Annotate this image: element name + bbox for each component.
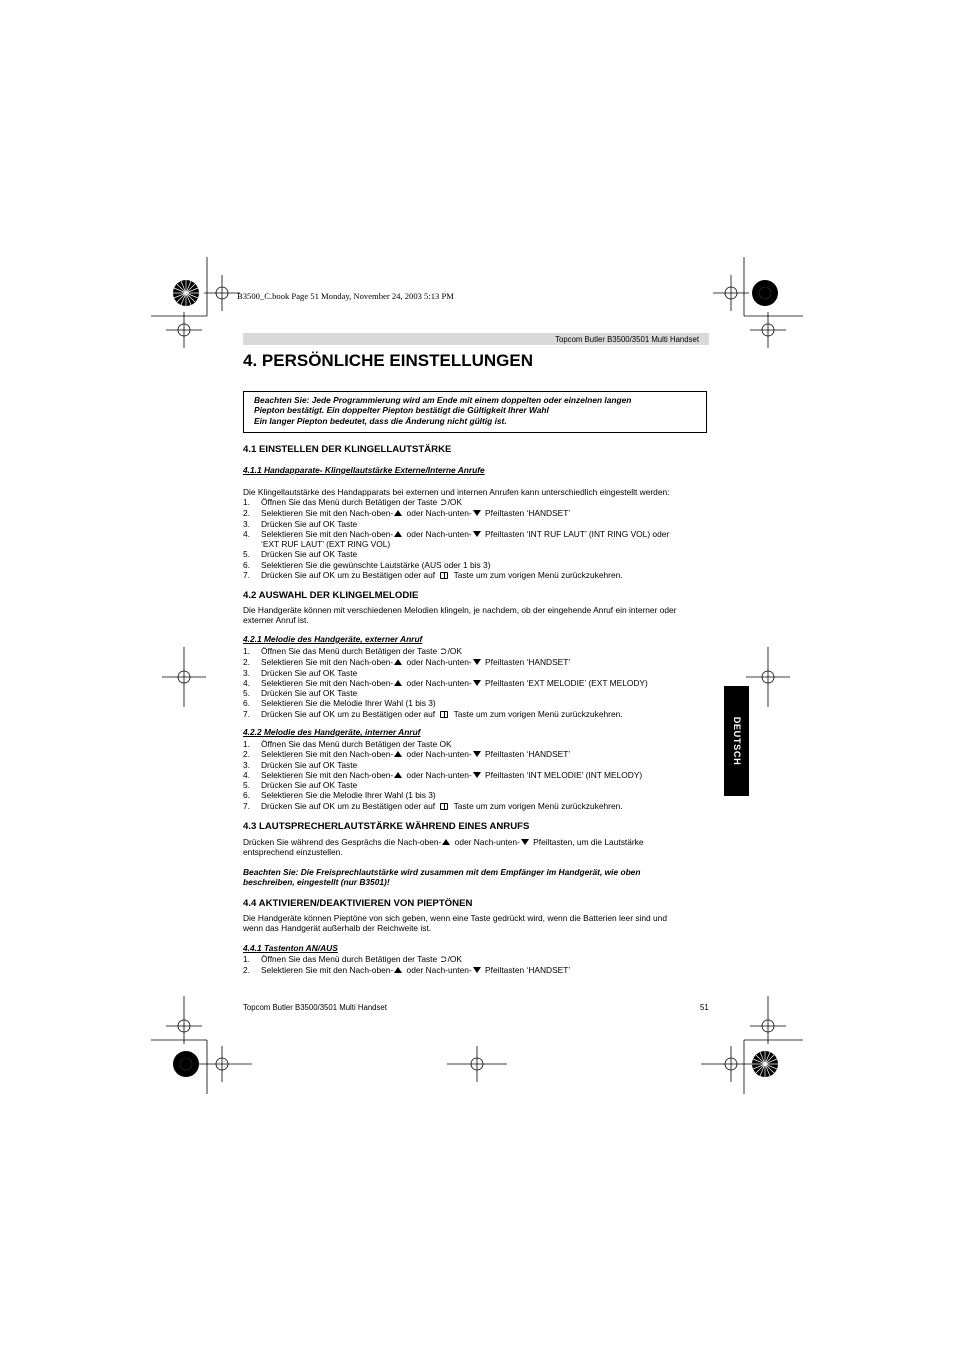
list-item: 4. Selektieren Sie mit den Nach-oben- oder Nach-unten- Pfeiltasten ‘INT MELODIE’ (INT MELODY) (243, 769, 643, 780)
menu-key-icon: ⮊ (440, 498, 447, 507)
list-item: 7. Drücken Sie auf OK um zu Bestätigen oder auf Taste um zum vorigen Menü zurückzukehren. (243, 708, 623, 719)
down-arrow-icon (473, 680, 481, 686)
phonebook-icon (440, 711, 448, 718)
section-heading-4-2: 4.2 AUSWAHL DER KLINGELMELODIE (243, 590, 419, 601)
steps-list (243, 739, 713, 811)
list-item: 5. Drücken Sie auf OK Taste (243, 780, 358, 791)
list-item: 5. Drücken Sie auf OK Taste (243, 688, 358, 699)
list-item: 3. Drücken Sie auf OK Taste (243, 518, 358, 529)
page-number: 51 (700, 1003, 709, 1012)
down-arrow-icon (473, 967, 481, 973)
up-arrow-icon (394, 751, 402, 757)
list-item: 6. Selektieren Sie die Melodie Ihrer Wahl (1 bis 3) (243, 790, 436, 801)
crosshair-icon (166, 312, 202, 348)
steps-list (243, 497, 713, 580)
list-item: 2. Selektieren Sie mit den Nach-oben- oder Nach-unten- Pfeiltasten ‘HANDSET’ (243, 749, 571, 760)
section-heading-4-4: 4.4 AKTIVIEREN/DEAKTIVIEREN VON PIEPTÖNEN (243, 898, 473, 909)
paragraph: Die Klingellautstärke des Handapparats bei externen und internen Anrufen kann unterschiedlich eingestellt werden: (243, 487, 670, 497)
menu-key-icon: ⮊ (440, 647, 447, 656)
crosshair-icon (162, 647, 206, 707)
up-arrow-icon (394, 510, 402, 516)
list-item: 1. Öffnen Sie das Menü durch Betätigen der Taste ⮊/OK (243, 646, 463, 656)
crosshair-icon (750, 996, 786, 1044)
header-text: Topcom Butler B3500/3501 Multi Handset (555, 334, 699, 344)
section-heading-4-1: 4.1 EINSTELLEN DER KLINGELLAUTSTÄRKE (243, 444, 452, 455)
note-line: Piepton bestätigt. Ein doppelter Piepton bestätigt die Gültigkeit Ihrer Wahl (254, 405, 549, 416)
running-header (243, 333, 709, 345)
crosshair-icon (204, 275, 240, 311)
black-circle-icon (173, 1051, 199, 1077)
black-circle-icon (752, 280, 778, 306)
list-item: 7. Drücken Sie auf OK um zu Bestätigen oder auf Taste um zum vorigen Menü zurückzukehren. (243, 570, 623, 581)
list-item: 4. Selektieren Sie mit den Nach-oben- oder Nach-unten- Pfeiltasten ‘EXT MELODIE’ (EXT MELODY) (243, 677, 648, 688)
list-item: 2. Selektieren Sie mit den Nach-oben- oder Nach-unten- Pfeiltasten ‘HANDSET’ (243, 508, 571, 519)
crosshair-icon (746, 647, 790, 707)
section-heading-4-3: 4.3 LAUTSPRECHERLAUTSTÄRKE WÄHREND EINES ANRUFS (243, 821, 530, 832)
list-item: 2. Selektieren Sie mit den Nach-oben- oder Nach-unten- Pfeiltasten ‘HANDSET’ (243, 657, 571, 668)
down-arrow-icon (473, 772, 481, 778)
list-item: 7. Drücken Sie auf OK um zu Bestätigen oder auf Taste um zum vorigen Menü zurückzukehren. (243, 800, 623, 811)
up-arrow-icon (394, 531, 402, 537)
up-arrow-icon (394, 772, 402, 778)
down-arrow-icon (521, 839, 529, 845)
book-info-line: B3500_C.book Page 51 Monday, November 24, 2003 5:13 PM (237, 291, 454, 301)
language-side-tab (724, 686, 749, 796)
menu-key-icon: ⮊ (440, 955, 447, 964)
subsection-heading-4-1-1: 4.1.1 Handapparate- Klingellautstärke Externe/Interne Anrufe (243, 465, 485, 475)
list-item: 1. Öffnen Sie das Menü durch Betätigen der Taste ⮊/OK (243, 954, 463, 964)
subsection-heading-4-2-2: 4.2.2 Melodie des Handgeräte, interner Anruf (243, 727, 421, 737)
list-item: 1. Öffnen Sie das Menü durch Betätigen der Taste ⮊/OK (243, 497, 463, 507)
paragraph: Die Handgeräte können mit verschiedenen Melodien klingeln, je nachdem, ob der eingehende Anruf ein interner oder externer Anruf ist. (243, 605, 677, 626)
paragraph: Die Handgeräte können Pieptöne von sich geben, wenn eine Taste gedrückt wird, wenn die Batterien leer sind und wenn das Handgerät außerhalb der Reichweite ist. (243, 913, 667, 934)
up-arrow-icon (394, 967, 402, 973)
page-title: 4. PERSÖNLICHE EINSTELLUNGEN (243, 351, 533, 370)
crosshair-icon (447, 1046, 507, 1082)
note-box (243, 391, 707, 433)
subsection-heading-4-4-1: 4.4.1 Tastenton AN/AUS (243, 943, 338, 953)
list-item: 3. Drücken Sie auf OK Taste (243, 759, 358, 770)
down-arrow-icon (473, 510, 481, 516)
list-item: 2. Selektieren Sie mit den Nach-oben- oder Nach-unten- Pfeiltasten ‘HANDSET’ (243, 965, 571, 976)
side-tab-label: DEUTSCH (731, 716, 742, 766)
note-paragraph: Beachten Sie: Die Freisprechlautstärke wird zusammen mit dem Empfänger im Handgerät, wie oben beschreiben, eingestellt (nur B3501)! (243, 867, 641, 888)
phonebook-icon (440, 803, 448, 810)
note-line: Beachten Sie: Jede Programmierung wird am Ende mit einem doppelten oder einzelnen langen (254, 395, 632, 405)
list-item: 6. Selektieren Sie die Melodie Ihrer Wahl (1 bis 3) (243, 698, 436, 709)
starburst-icon (752, 1051, 778, 1077)
starburst-icon (173, 280, 199, 306)
crosshair-icon (166, 996, 202, 1044)
list-item: 3. Drücken Sie auf OK Taste (243, 667, 358, 678)
down-arrow-icon (473, 659, 481, 665)
note-line: Ein langer Piepton bedeutet, dass die Änderung nicht gültig ist. (254, 415, 507, 426)
down-arrow-icon (473, 531, 481, 537)
up-arrow-icon (394, 680, 402, 686)
footer-text: Topcom Butler B3500/3501 Multi Handset (243, 1003, 387, 1012)
list-item: 1. Öffnen Sie das Menü durch Betätigen der Taste OK (243, 739, 452, 749)
steps-list (243, 646, 713, 719)
steps-list (243, 954, 713, 976)
up-arrow-icon (394, 659, 402, 665)
phonebook-icon (440, 572, 448, 579)
subsection-heading-4-2-1: 4.2.1 Melodie des Handgeräte, externer Anruf (243, 634, 423, 644)
up-arrow-icon (442, 839, 450, 845)
list-item: 6. Selektieren Sie die gewünschte Lautstärke (AUS oder 1 bis 3) (243, 559, 491, 570)
list-item: 5. Drücken Sie auf OK Taste (243, 549, 358, 560)
list-item: 4. Selektieren Sie mit den Nach-oben- oder Nach-unten- Pfeiltasten ‘INT RUF LAUT’ (INT RING VOL) oder ‘EXT RUF LAUT’ (EXT RING VOL) (243, 528, 670, 550)
down-arrow-icon (473, 751, 481, 757)
crosshair-icon (750, 312, 786, 348)
paragraph: Drücken Sie während des Gesprächs die Nach-oben- oder Nach-unten- Pfeiltasten, um die Lautstärke entsprechend einzustellen. (243, 837, 644, 858)
crosshair-icon (192, 1046, 252, 1082)
